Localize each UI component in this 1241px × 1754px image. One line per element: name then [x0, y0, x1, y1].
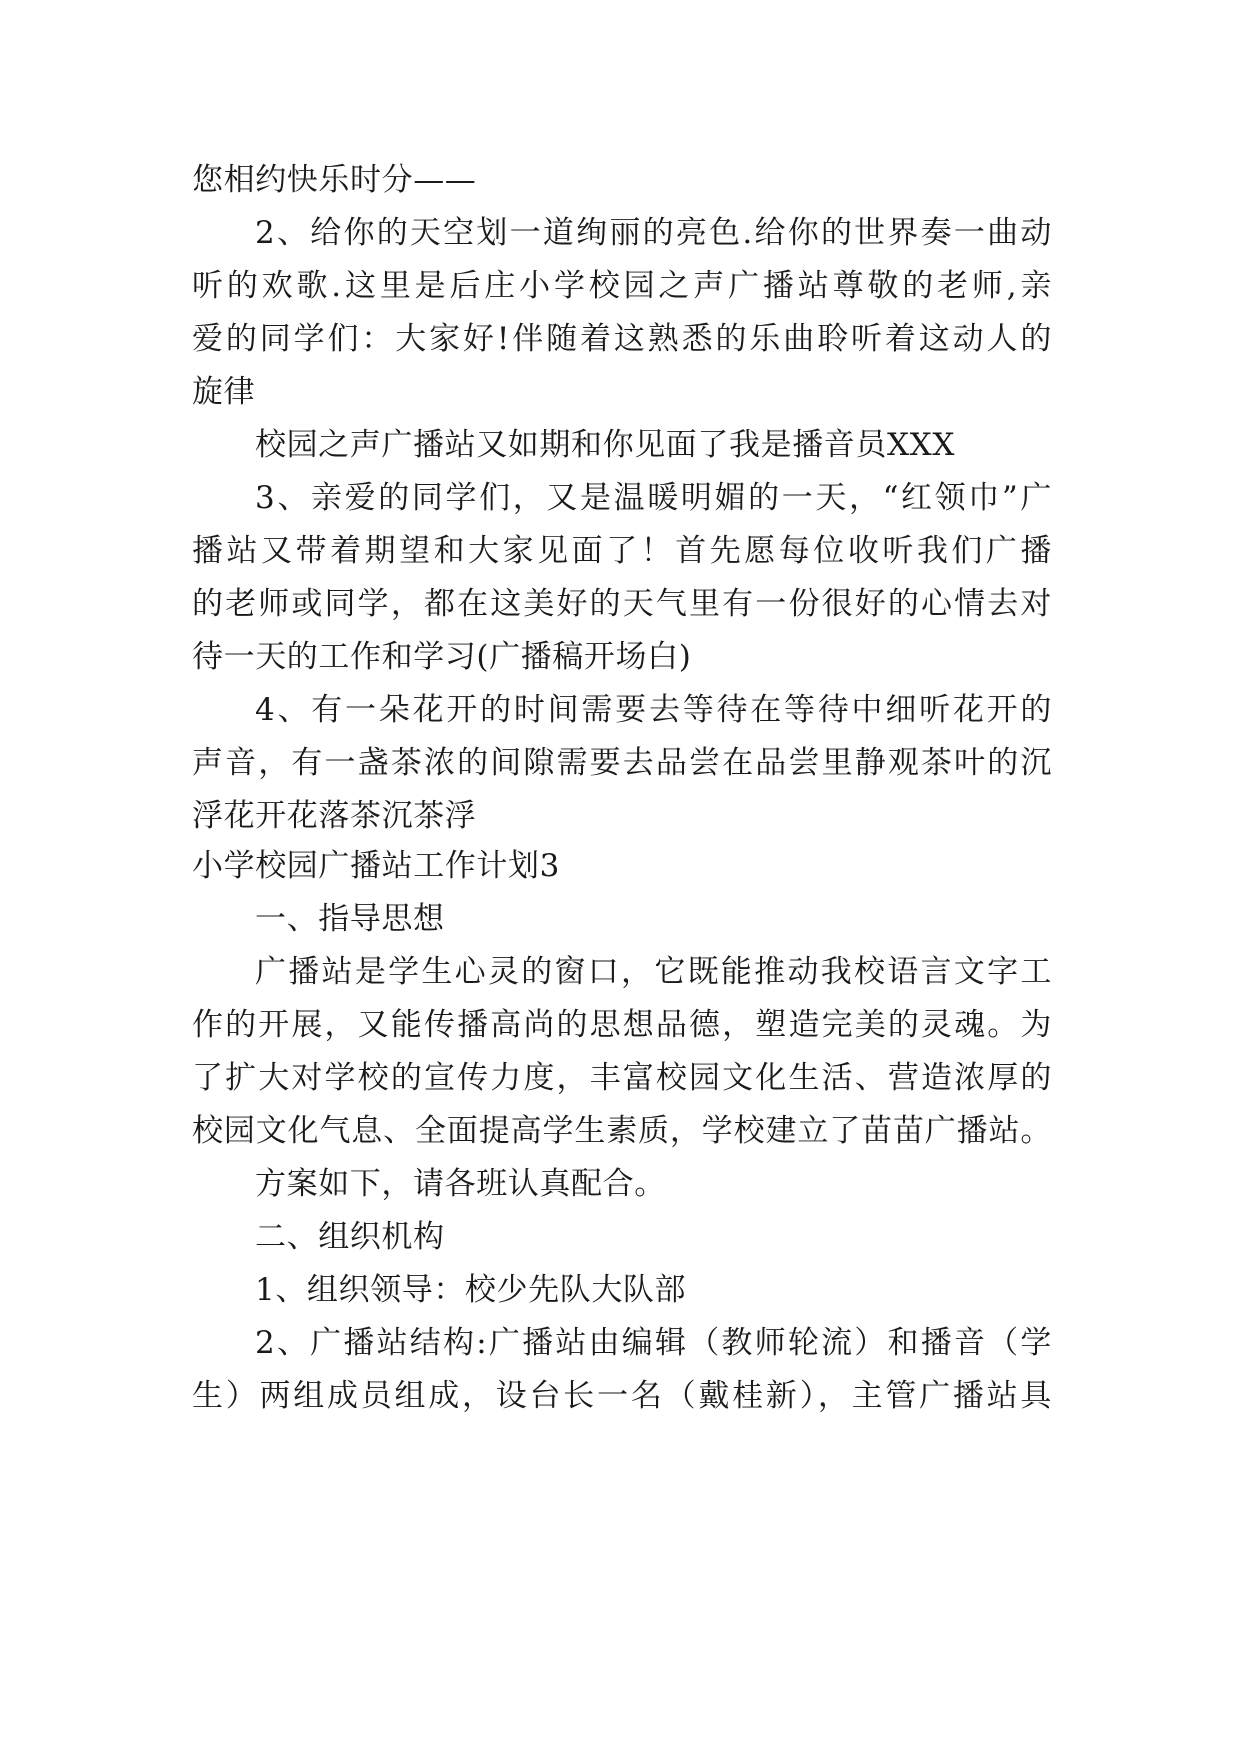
- paragraph-3-line-3: 的老师或同学，都在这美好的天气里有一份很好的心情去对: [192, 586, 1052, 622]
- text-line: 您相约快乐时分——: [192, 162, 477, 198]
- paragraph-5-line-4: 校园文化气息、全面提高学生素质，学校建立了苗苗广播站。: [192, 1113, 1052, 1149]
- paragraph-2-line-2: 听的欢歌.这里是后庄小学校园之声广播站尊敬的老师,亲: [192, 268, 1052, 304]
- heading-guiding-ideology: 一、指导思想: [255, 901, 445, 937]
- heading-organization: 二、组织机构: [255, 1219, 445, 1255]
- text-line: 1、组织领导：校少先队大队部: [255, 1272, 687, 1308]
- text-line: 校园之声广播站又如期和你见面了我是播音员XXX: [255, 427, 956, 463]
- paragraph-6-line-2: 生）两组成员组成，设台长一名（戴桂新），主管广播站具: [192, 1378, 1052, 1414]
- paragraph-5-line-2: 作的开展，又能传播高尚的思想品德，塑造完美的灵魂。为: [192, 1007, 1052, 1043]
- paragraph-5-line-1: 广播站是学生心灵的窗口，它既能推动我校语言文字工: [255, 954, 1052, 990]
- text-line: 方案如下，请各班认真配合。: [255, 1166, 666, 1202]
- paragraph-2-line-3: 爱的同学们：大家好!伴随着这熟悉的乐曲聆听着这动人的: [192, 321, 1052, 357]
- paragraph-2-line-4: 旋律: [192, 374, 256, 410]
- paragraph-6-line-1: 2、广播站结构:广播站由编辑（教师轮流）和播音（学: [255, 1325, 1052, 1361]
- paragraph-3-line-2: 播站又带着期望和大家见面了！首先愿每位收听我们广播: [192, 533, 1052, 569]
- paragraph-3-line-4: 待一天的工作和学习(广播稿开场白): [192, 639, 692, 675]
- paragraph-3-line-1: 3、亲爱的同学们，又是温暖明媚的一天，“红领巾”广: [255, 480, 1052, 516]
- paragraph-4-line-3: 浮花开花落茶沉茶浮: [192, 798, 477, 834]
- section-title: 小学校园广播站工作计划3: [192, 848, 560, 884]
- paragraph-4-line-2: 声音，有一盏茶浓的间隙需要去品尝在品尝里静观茶叶的沉: [192, 745, 1052, 781]
- paragraph-4-line-1: 4、有一朵花开的时间需要去等待在等待中细听花开的: [255, 692, 1052, 728]
- paragraph-5-line-3: 了扩大对学校的宣传力度，丰富校园文化生活、营造浓厚的: [192, 1060, 1052, 1096]
- paragraph-2-line-1: 2、给你的天空划一道绚丽的亮色.给你的世界奏一曲动: [255, 215, 1052, 251]
